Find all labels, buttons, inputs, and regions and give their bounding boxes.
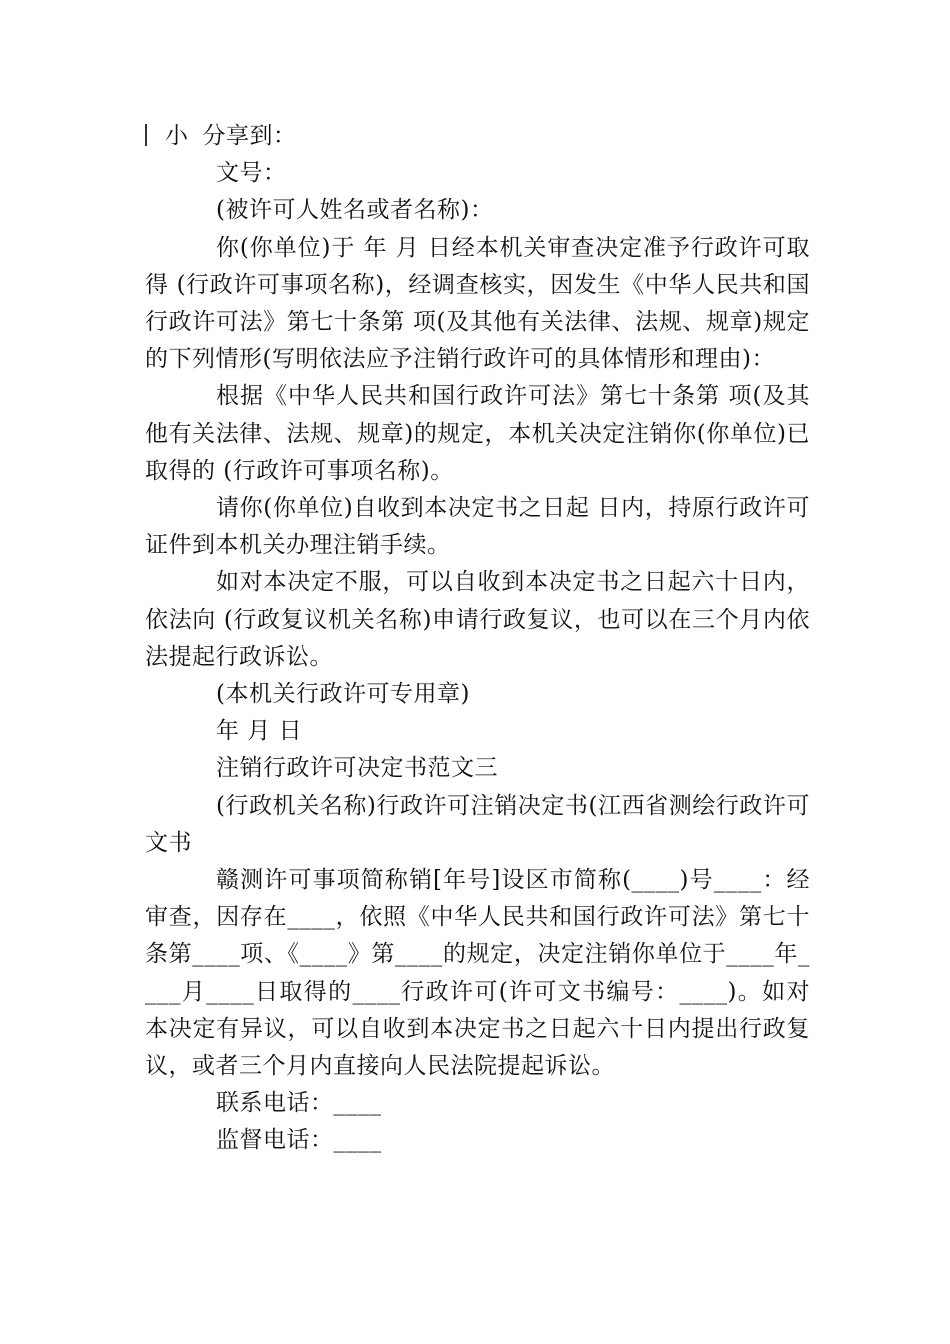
date-line: 年 月 日 [216,718,303,745]
contact-phone-line: 联系电话：____ [216,1090,382,1117]
section-title-sample-three: 注销行政许可决定书范文三 [216,755,498,782]
paragraph-jiangxi-decision: 赣测许可事项简称销[年号]设区市简称(____)号____：经审查，因存在____，依照《中华人民共和国行政许可法》第七十条第____项、《____》第____的规定，决定注销你单位于____年____月____日取得的____行政许可(许可文书编号：____)。如对本决定有异议，可以自收到本决定书之日起六十日内提出行政复议，或者三个月内直接向人民法院提起诉讼。 [145,867,810,1080]
seal-line: (本机关行政许可专用章) [216,681,470,708]
paragraph-circumstance: 你(你单位)于 年 月 日经本机关审查决定准予行政许可取得 (行政许可事项名称)，经调查核实，因发生《中华人民共和国行政许可法》第七十条第 项(及其他有关法律、法规、规章)规定的下列情形(写明依法应予注销行政许可的具体情形和理由)： [145,234,810,373]
paragraph-procedure: 请你(你单位)自收到本决定书之日起 日内，持原行政许可证件到本机关办理注销手续。 [145,495,810,559]
licensee-name-line: (被许可人姓名或者名称)： [216,197,494,224]
share-small-text: 小 [165,123,189,149]
document-body [145,118,810,1160]
paragraph-appeal: 如对本决定不服，可以自收到本决定书之日起六十日内，依法向 (行政复议机关名称)申请行政复议，也可以在三个月内依法提起行政诉讼。 [145,569,810,670]
divider-bar [145,124,147,146]
share-line [145,118,810,155]
supervision-phone-line: 监督电话：____ [216,1127,382,1154]
paragraph-decision: 根据《中华人民共和国行政许可法》第七十条第 项(及其他有关法律、法规、规章)的规定，本机关决定注销你(你单位)已取得的 (行政许可事项名称)。 [145,383,810,484]
document-heading: (行政机关名称)行政许可注销决定书(江西省测绘行政许可文书 [145,792,810,856]
share-to-label[interactable]: 分享到： [202,123,297,149]
document-number-line: 文号： [216,160,287,187]
